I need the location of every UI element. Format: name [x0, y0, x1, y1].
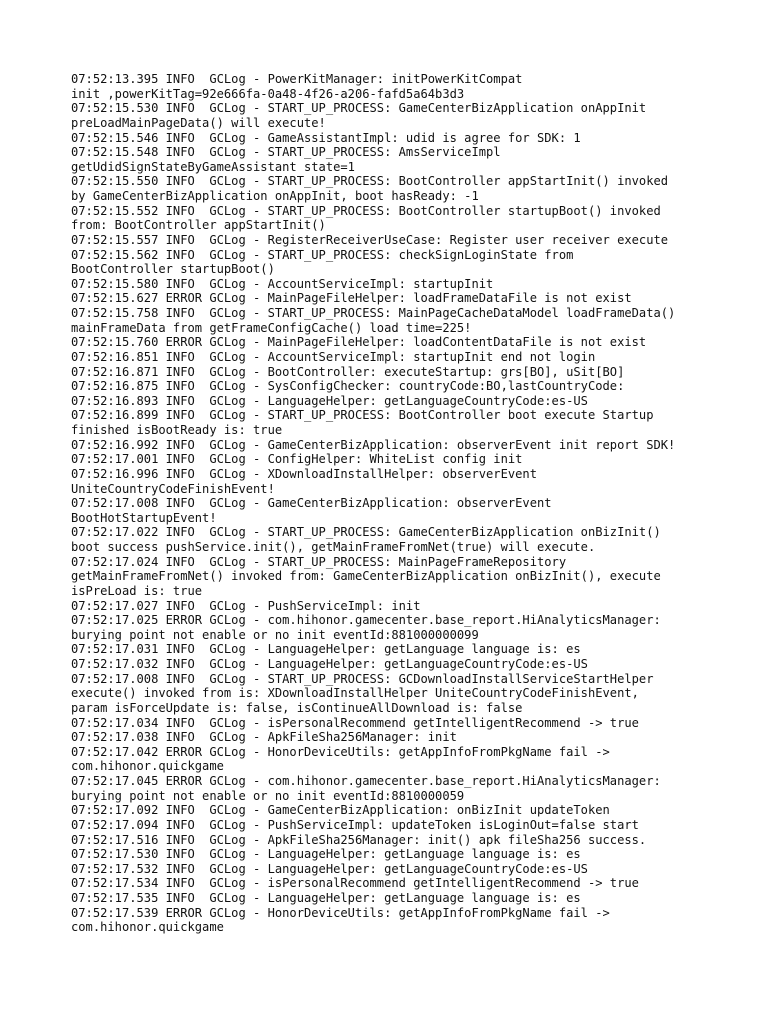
log-line: mainFrameData from getFrameConfigCache() load time=225! [71, 320, 472, 335]
log-line: 07:52:15.548 INFO GCLog - START_UP_PROCESS: AmsServiceImpl [71, 145, 501, 160]
log-line: getUdidSignStateByGameAssistant state=1 [71, 159, 355, 174]
log-line: 07:52:16.851 INFO GCLog - AccountServiceImpl: startupInit end not login [71, 349, 596, 364]
log-line: 07:52:17.031 INFO GCLog - LanguageHelper: getLanguage language is: es [71, 642, 581, 657]
log-line: 07:52:15.550 INFO GCLog - START_UP_PROCESS: BootController appStartInit() invoked [71, 174, 669, 189]
log-line: init ,powerKitTag=92e666fa-0a48-4f26-a206-fafd5a64b3d3 [71, 86, 465, 101]
log-line: 07:52:17.032 INFO GCLog - LanguageHelper: getLanguageCountryCode:es-US [71, 657, 588, 671]
log-line: 07:52:17.532 INFO GCLog - LanguageHelper: getLanguageCountryCode:es-US [71, 861, 588, 876]
log-line: 07:52:17.539 ERROR GCLog - HonorDeviceUtils: getAppInfoFromPkgName fail -> [71, 905, 610, 920]
log-line: 07:52:17.042 ERROR GCLog - HonorDeviceUtils: getAppInfoFromPkgName fail -> [71, 744, 610, 759]
log-line: 07:52:17.038 INFO GCLog - ApkFileSha256Manager: init [71, 730, 457, 745]
log-line: isPreLoad is: true [71, 583, 203, 598]
log-line: 07:52:17.094 INFO GCLog - PushServiceImpl: updateToken isLoginOut=false start [71, 817, 639, 832]
log-line: 07:52:17.535 INFO GCLog - LanguageHelper: getLanguage language is: es [71, 891, 581, 905]
log-line: 07:52:17.034 INFO GCLog - isPersonalRecommend getIntelligentRecommend -> true [71, 715, 639, 730]
log-line: 07:52:16.996 INFO GCLog - XDownloadInstallHelper: observerEvent [71, 466, 537, 481]
log-line: 07:52:13.395 INFO GCLog - PowerKitManager: initPowerKitCompat [71, 72, 523, 86]
log-line: preLoadMainPageData() will execute! [71, 115, 326, 130]
log-line: 07:52:16.875 INFO GCLog - SysConfigChecker: countryCode:BO,lastCountryCode: [71, 379, 625, 394]
log-line: 07:52:15.580 INFO GCLog - AccountServiceImpl: startupInit [71, 276, 494, 291]
log-line: 07:52:15.562 INFO GCLog - START_UP_PROCESS: checkSignLoginState from [71, 247, 574, 262]
log-line: 07:52:17.534 INFO GCLog - isPersonalRecommend getIntelligentRecommend -> true [71, 876, 639, 891]
log-line: 07:52:17.045 ERROR GCLog - com.hihonor.gamecenter.base_report.HiAnalyticsManager: [71, 774, 661, 788]
log-line: 07:52:15.627 ERROR GCLog - MainPageFileHelper: loadFrameDataFile is not exist [71, 291, 632, 306]
log-line: BootController startupBoot() [71, 262, 275, 277]
log-line: 07:52:17.008 INFO GCLog - GameCenterBizApplication: observerEvent [71, 496, 552, 511]
log-line: 07:52:16.871 INFO GCLog - BootController: executeStartup: grs[BO], uSit[BO] [71, 364, 625, 379]
log-document [71, 72, 711, 935]
log-line: 07:52:17.022 INFO GCLog - START_UP_PROCESS: GameCenterBizApplication onBizInit() [71, 525, 661, 540]
log-line: finished isBootReady is: true [71, 423, 283, 437]
log-line: 07:52:17.516 INFO GCLog - ApkFileSha256Manager: init() apk fileSha256 success. [71, 832, 647, 847]
log-line: 07:52:17.530 INFO GCLog - LanguageHelper: getLanguage language is: es [71, 847, 581, 862]
log-line: UniteCountryCodeFinishEvent! [71, 481, 275, 496]
log-line: from: BootController appStartInit() [71, 218, 326, 233]
log-line: com.hihonor.quickgame [71, 920, 224, 935]
log-line: 07:52:15.758 INFO GCLog - START_UP_PROCESS: MainPageCacheDataModel loadFrameData() [71, 306, 676, 320]
log-line: execute() invoked from is: XDownloadInstallHelper UniteCountryCodeFinishEvent, [71, 686, 639, 701]
log-line: 07:52:15.546 INFO GCLog - GameAssistantImpl: udid is agree for SDK: 1 [71, 130, 581, 145]
log-line: 07:52:17.024 INFO GCLog - START_UP_PROCESS: MainPageFrameRepository [71, 554, 567, 569]
log-line: 07:52:16.899 INFO GCLog - START_UP_PROCESS: BootController boot execute Startup [71, 408, 654, 423]
log-line: by GameCenterBizApplication onAppInit, boot hasReady: -1 [71, 189, 479, 203]
log-line: 07:52:17.025 ERROR GCLog - com.hihonor.gamecenter.base_report.HiAnalyticsManager: [71, 613, 661, 628]
log-line: burying point not enable or no init eventId:8810000059 [71, 788, 465, 803]
log-line: boot success pushService.init(), getMainFrameFromNet(true) will execute. [71, 540, 596, 554]
log-line: com.hihonor.quickgame [71, 759, 224, 774]
log-line: 07:52:15.557 INFO GCLog - RegisterReceiverUseCase: Register user receiver execute [71, 232, 669, 247]
log-line: 07:52:17.001 INFO GCLog - ConfigHelper: WhiteList config init [71, 452, 523, 467]
log-line: burying point not enable or no init eventId:881000000099 [71, 627, 479, 642]
log-line: 07:52:16.992 INFO GCLog - GameCenterBizApplication: observerEvent init report SDK! [71, 437, 676, 452]
log-line: getMainFrameFromNet() invoked from: GameCenterBizApplication onBizInit(), execute [71, 569, 661, 584]
log-line: BootHotStartupEvent! [71, 510, 217, 525]
log-line: param isForceUpdate is: false, isContinueAllDownload is: false [71, 700, 523, 715]
log-line: 07:52:17.092 INFO GCLog - GameCenterBizApplication: onBizInit updateToken [71, 803, 610, 818]
log-line: 07:52:16.893 INFO GCLog - LanguageHelper: getLanguageCountryCode:es-US [71, 393, 588, 408]
log-line: 07:52:17.008 INFO GCLog - START_UP_PROCESS: GCDownloadInstallServiceStartHelper [71, 671, 654, 686]
log-line: 07:52:15.552 INFO GCLog - START_UP_PROCESS: BootController startupBoot() invoked [71, 203, 661, 218]
log-line: 07:52:15.530 INFO GCLog - START_UP_PROCESS: GameCenterBizApplication onAppInit [71, 101, 647, 116]
log-line: 07:52:15.760 ERROR GCLog - MainPageFileHelper: loadContentDataFile is not exist [71, 335, 647, 350]
log-line: 07:52:17.027 INFO GCLog - PushServiceImpl: init [71, 598, 421, 613]
